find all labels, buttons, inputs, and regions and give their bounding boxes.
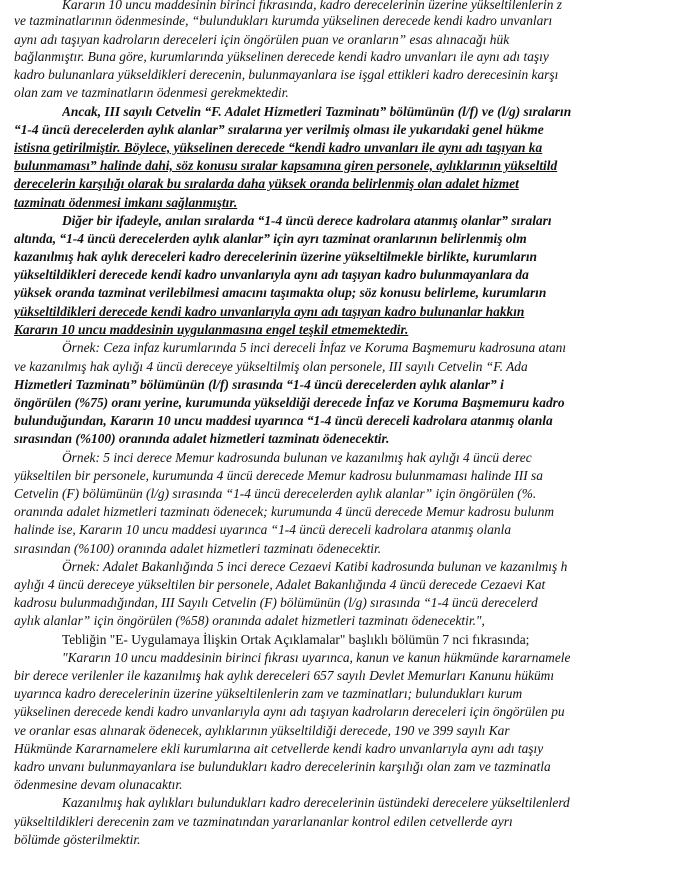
text-line: "Kararın 10 uncu maddesinin birinci fıkrası uyarınca, kanun ve kanun hükmünde kararnamele	[62, 650, 571, 665]
text-line: Diğer bir ifadeyle, anılan sıralarda “1-4 üncü derece kadrolara atanmış olanlar” sıraları	[62, 213, 552, 228]
text-line: yükseltildikleri derecede kendi kadro unvanlarıyla aynı adı taşıyan kadro bulunmayanlara da	[14, 267, 529, 282]
text-line: ve oranlar esas alınarak ödenecek, aylıklarının yükseltildiği derecede, 190 ve 399 sayılı Kar	[14, 723, 510, 738]
text-line: aylığı 4 üncü dereceye yükseltilen bir personele, Adalet Bakanlığında 4 üncü derecede Cezaevi Kat	[14, 577, 546, 592]
text-line: Hükmünde Kararnamelere ekli kurumlarına ait cetvellerde kendi kadro unvanlarıyla aynı adı taşıy	[14, 741, 544, 756]
text-line: kadro unvanı bulunmayanlara ise bulundukları kadro derecelerinin karşılığı olan zam ve tazminatla	[14, 759, 551, 774]
text-line: Örnek: 5 inci derece Memur kadrosunda bulunan ve kazanılmış hak aylığı 4 üncü derec	[62, 450, 532, 465]
text-line: olan zam ve tazminatların ödenmesi gerekmektedir.	[14, 85, 289, 100]
text-line: Kararın 10 uncu maddesinin birinci fıkrasında, kadro derecelerinin üzerine yükseltilenlerin z	[62, 0, 562, 12]
text-line: kadrosu bulunmadığından, III Sayılı Cetvelin (F) bölümünün (l/g) sırasında “1-4 üncü derecelerd	[14, 595, 538, 610]
text-line: istisna getirilmiştir. Böylece, yükselinen derecede “kendi kadro unvanları ile aynı adı taşıyan ka	[14, 140, 543, 155]
text-line: yükselinen derecede kendi kadro unvanlarıyla aynı adı taşıyan kadroların dereceleri için öngörülen pu	[14, 704, 565, 719]
text-line: Örnek: Adalet Bakanlığında 5 inci derece Cezaevi Katibi kadrosunda bulunan ve kazanılmış h	[62, 559, 568, 574]
text-line: halinde ise, Kararın 10 uncu maddesi uyarınca “1-4 üncü dereceli kadrolara atanmış olanla	[14, 522, 512, 537]
text-line: ve kazanılmış hak aylığı 4 üncü dereceye yükseltilmiş olan personele, III sayılı Cetvelin “F. Ada	[14, 359, 528, 374]
text-line: Cetvelin (F) bölümünün (l/g) sırasında “1-4 üncü derecelerden aylık alanlar” için öngörülen (%.	[14, 486, 537, 501]
text-line: Tebliğin "E- Uygulamaya İlişkin Ortak Açıklamalar" başlıklı bölümün 7 nci fıkrasında;	[62, 632, 530, 647]
text-line: tazminatı ödenmesi imkanı sağlanmıştır.	[14, 195, 238, 210]
text-line: aynı adı taşıyan kadroların dereceleri için öngörülen puan ve oranların” esas alınacağı hük	[14, 32, 510, 47]
text-line: kazanılmış hak aylık dereceleri kadro derecelerinin üzerine yükseltilmekle birlikte, kurumların	[14, 249, 537, 264]
text-line: ödenmesine devam olunacaktır.	[14, 777, 183, 792]
text-line: bulunmaması” halinde dahi, söz konusu sıralar kapsamına giren personele, aylıklarının yükseltild	[14, 158, 558, 173]
text-line: kadro bulunanlara yükseldikleri derecenin, bulunmayanlara ise işgal ettikleri kadro derecesinin karşı	[14, 67, 559, 82]
text-line: Kazanılmış hak aylıkları bulundukları kadro derecelerinin üstündeki derecelere yükseltilenlerd	[62, 795, 570, 810]
text-line: ve tazminatlarının ödenmesinde, “bulundukları kurumda yükselinen derecede kendi kadro unvanları	[14, 13, 553, 28]
text-line: bulunduğundan, Kararın 10 uncu maddesi uyarınca “1-4 üncü dereceli kadrolara atanmış olanla	[14, 413, 553, 428]
text-line: Kararın 10 uncu maddesinin uygulanmasına engel teşkil etmemektedir.	[14, 322, 409, 337]
text-line: derecelerin karşılığı olarak bu sıralarda daha yüksek oranda belirlenmiş olan adalet hizmet	[14, 176, 519, 191]
text-line: bağlanmıştır. Buna göre, kurumlarında yükselinen derecede kendi kadro unvanları ile aynı adı taşıy	[14, 49, 549, 64]
text-line: “1-4 üncü derecelerden aylık alanlar” sıralarına yer verilmiş olması ile yukarıdaki genel hükme	[14, 122, 544, 137]
text-line: bir derece verilenler ile kazanılmış hak aylık dereceleri 657 sayılı Devlet Memurları Kanunu hükümı	[14, 668, 555, 683]
text-line: oranında adalet hizmetleri tazminatı ödenecek; kurumunda 4 üncü derecede Memur kadrosu bulunm	[14, 504, 555, 519]
text-line: uyarınca kadro derecelerinin üzerine yükseltilenlerin zam ve tazminatları; bulundukları kurum	[14, 686, 523, 701]
text-line: yükseltildikleri derecenin zam ve tazminatından yararlananlar kontrol edilen cetvellerde ayrı	[14, 814, 513, 829]
text-line: Hizmetleri Tazminatı” bölümünün (l/f) sırasında “1-4 üncü derecelerden aylık alanlar” i	[14, 377, 504, 392]
text-line: yüksek oranda tazminat verilebilmesi amacını taşımakta olup; söz konusu belirleme, kurumların	[14, 285, 547, 300]
text-line: bölümde gösterilmektir.	[14, 832, 141, 847]
text-line: Örnek: Ceza infaz kurumlarında 5 inci dereceli İnfaz ve Koruma Başmemuru kadrosuna atanı	[62, 340, 567, 355]
text-line: yükseltildikleri derecede kendi kadro unvanlarıyla aynı adı taşıyan kadro bulunanlar hakkın	[14, 304, 525, 319]
text-line: sırasından (%100) oranında adalet hizmetleri tazminatı ödenecektir.	[14, 541, 382, 556]
text-line: Ancak, III sayılı Cetvelin “F. Adalet Hizmetleri Tazminatı” bölümünün (l/f) ve (l/g) sıraların	[62, 104, 572, 119]
text-line: sırasından (%100) oranında adalet hizmetleri tazminatı ödenecektir.	[14, 431, 390, 446]
text-line: aylık alanlar” için öngörülen (%58) oranında adalet hizmetleri tazminatı ödenecektir.",	[14, 613, 485, 628]
text-line: yükseltilen bir personele, kurumunda 4 üncü derecede Memur kadrosu bulunmaması halinde III sa	[14, 468, 543, 483]
text-line: altında, “1-4 üncü derecelerden aylık alanlar” için ayrı tazminat oranlarının belirlenmiş olm	[14, 231, 527, 246]
text-line: öngörülen (%75) oranı yerine, kurumunda yükseldiği derecede İnfaz ve Koruma Başmemuru kadro	[14, 395, 565, 410]
